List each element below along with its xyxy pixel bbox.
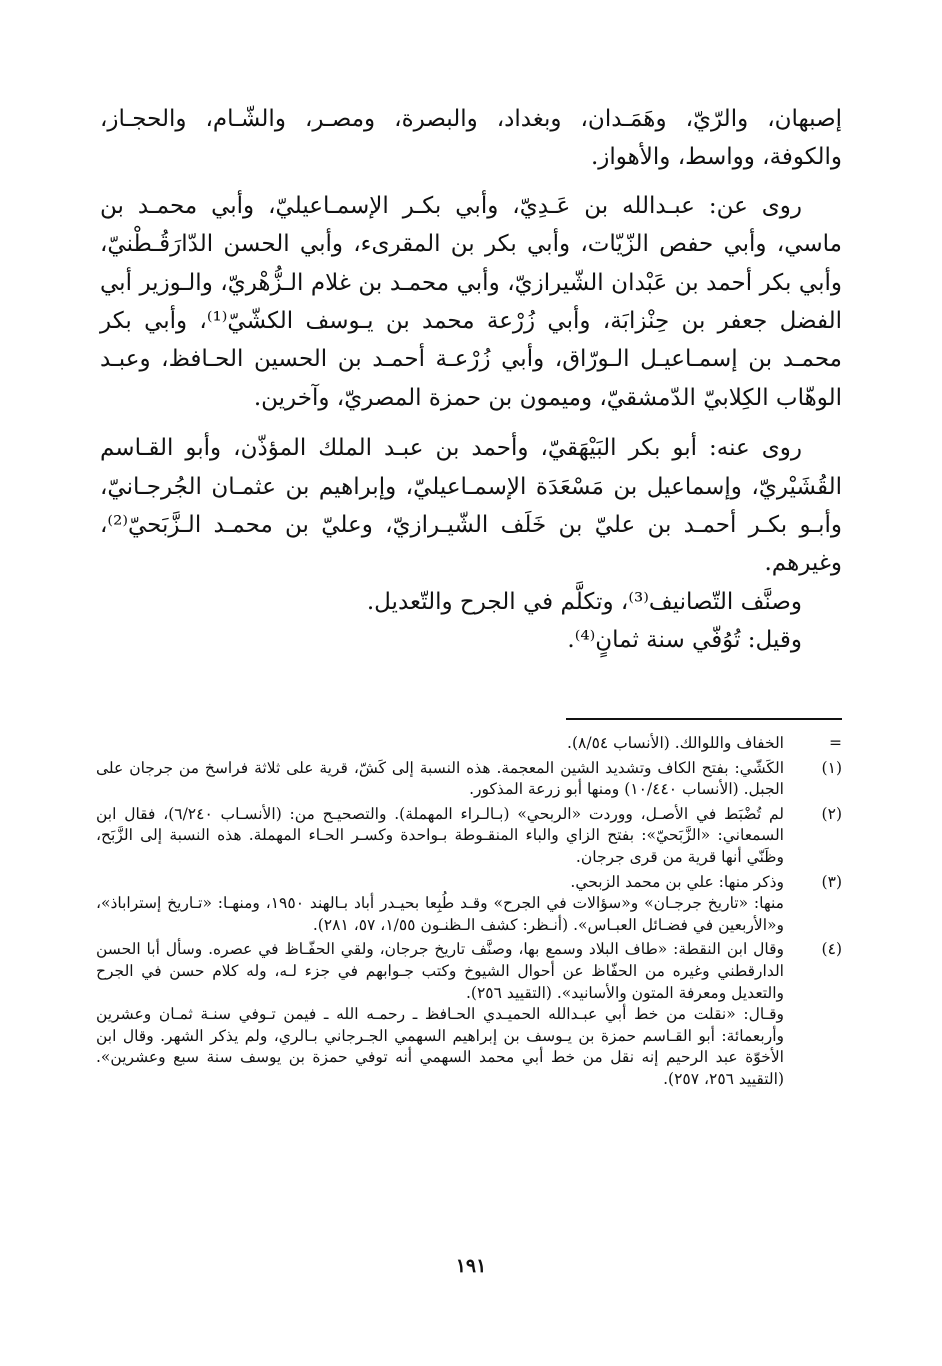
footnote-number: (٢) <box>821 804 842 823</box>
footnote-text: لم تُضْبَط في الأصـل، ووردت «الربحي» (بـالـراء المهملة). والتصحيـح من: (الأنسـاب ٦/٢٤٠)، فقال ابن السمعاني: «الزَّبَحيّ»: بفتح الزاي والباء المنقـوطة بـواحدة وكسـر الحـاء المهملة. هذه النسبة إلى الزَّبَح، وظَنّي أنها قرية من قرى جرجان. <box>96 804 784 866</box>
footnote-number: (٤) <box>821 940 842 959</box>
footnote-continued <box>96 733 842 755</box>
footnote-text: الكَشّي: بفتح الكاف وتشديد الشين المعجمة. هذه النسبة إلى كَشّ، قرية على ثلاثة فراسخ من جرجان على الجبل. (الأنساب ١٠/٤٤٠) ومنها أبو زرعة المذكور. <box>96 758 784 799</box>
main-text <box>100 100 842 660</box>
footnote-number: (٣) <box>821 872 842 891</box>
paragraph-cities: إصبهان، والرّيّ، وهَمَـدان، وبغداد، والبصرة، ومصـر، والشّـام، والحجـاز، والكوفة، وواسط، والأهواز. <box>100 106 842 171</box>
footnote-1 <box>96 758 842 801</box>
footnote-separator-rule <box>566 718 842 720</box>
paragraph-narrated-from: روى عن: عبـدالله بن عَـدِيّ، وأبي بكـر الإسمـاعيليّ، وأبي محمـد بن ماسي، وأبي حفص الزّيّات، وأبي بكر بن المقرىء، وأبي الحسن الدّارَقُـطْنيّ، وأبي بكر أحمد بن عَبْدان الشّيرازيّ، وأبي محمـد بن غلام الـزُّهْريّ، والـوزير أبي الفضل جعفر بن حِنْزابَة، وأبي زُرْعة محمد بن يـوسف الكشّيّ⁽¹⁾، وأبي بكر محمـد بن إسمـاعيـل الـورّاق، وأبي زُرْعـة أحمـد بن الحسين الحـافظ، وعبـد الوهّاب الكِلابيّ الدّمشقيّ، وميمون بن حمزة المصريّ، وآخرين. <box>100 192 842 411</box>
footnote-text: الخفاف واللوالك. (الأنساب ٨/٥٤). <box>567 734 784 752</box>
footnote-3 <box>96 872 842 937</box>
paragraph-compositions: وصنَّف التّصانيف⁽³⁾، وتكلَّم في الجرح والتّعديل. <box>366 588 802 615</box>
footnote-text: وقال ابن النقطة: «طاف البلاد وسمع بها، وصنَّف تاريخ جرجان، ولقي الحفّـاظ في عصره. وسأل أبا الحسن الدارقطني وغيره من الحفّاظ عن أحوال الشيوخ وكتب جـوابهم في جزء لـه، وله كلام حسن في الجرح والتعديل ومعرفة المتون والأسانيد». (التقييد ٢٥٦). <box>96 940 784 1002</box>
footnote-text: وذكر منها: علي بن محمد الزبحي. <box>570 872 784 891</box>
footnote-number: (١) <box>821 758 842 777</box>
footnotes <box>96 733 842 1091</box>
footnote-marker: = <box>829 734 842 752</box>
paragraph-narrated-by: روى عنه: أبو بكر البَيْهَقيّ، وأحمد بن عبـد الملك المؤذّن، وأبو القـاسم القُشَيْريّ، وإسماعيل بن مَسْعَدَة الإسمـاعيليّ، وإبراهيم بن عثمـان الجُرجـانيّ، وأبـو بكـر أحمـد بن عليّ بن خَلَف الشّيـرازيّ، وعليّ بن محمـد الـزَّبَحيّ⁽²⁾، وغيرهم. <box>100 435 842 577</box>
footnote-4 <box>96 939 842 1090</box>
paragraph-death: وقيل: تُوُفّي سنة ثمانٍ⁽⁴⁾. <box>567 627 802 654</box>
footnote-2 <box>96 804 842 869</box>
footnote-text: وقـال: «نقلت من خط أبي عبـدالله الحميـدي الحـافظ ـ رحمـه الله ـ فيمن تـوفي سنـة ثمـان وعشرين وأربعمائة: أبو القـاسم حمزة بن يـوسف بن إبراهيم السهمي الجـرجاني بـالري، ولم يذكر الشهر. وقال ابن الأخوّة عبد الرحيم إنه نقل من خط أبي محمد السهمي أنه توفي حمزة بن يوسف سنة سبع وعشرين». (التقييد ٢٥٦، ٢٥٧). <box>96 1005 784 1088</box>
footnote-text: منها: «تاريخ جرجـان» و«سؤالات في الجرح» وقـد طُبِعا بحيـدر أباد بـالهند ١٩٥٠، ومنهـا: «تـاريخ إستراباذ»، و«الأربعين في فضـائل العبـاس». (أنـظر: كشف الـظنـون ١/٥٥، ٥٧، ٢٨١). <box>96 894 784 934</box>
page-number: ١٩١ <box>455 1255 487 1277</box>
